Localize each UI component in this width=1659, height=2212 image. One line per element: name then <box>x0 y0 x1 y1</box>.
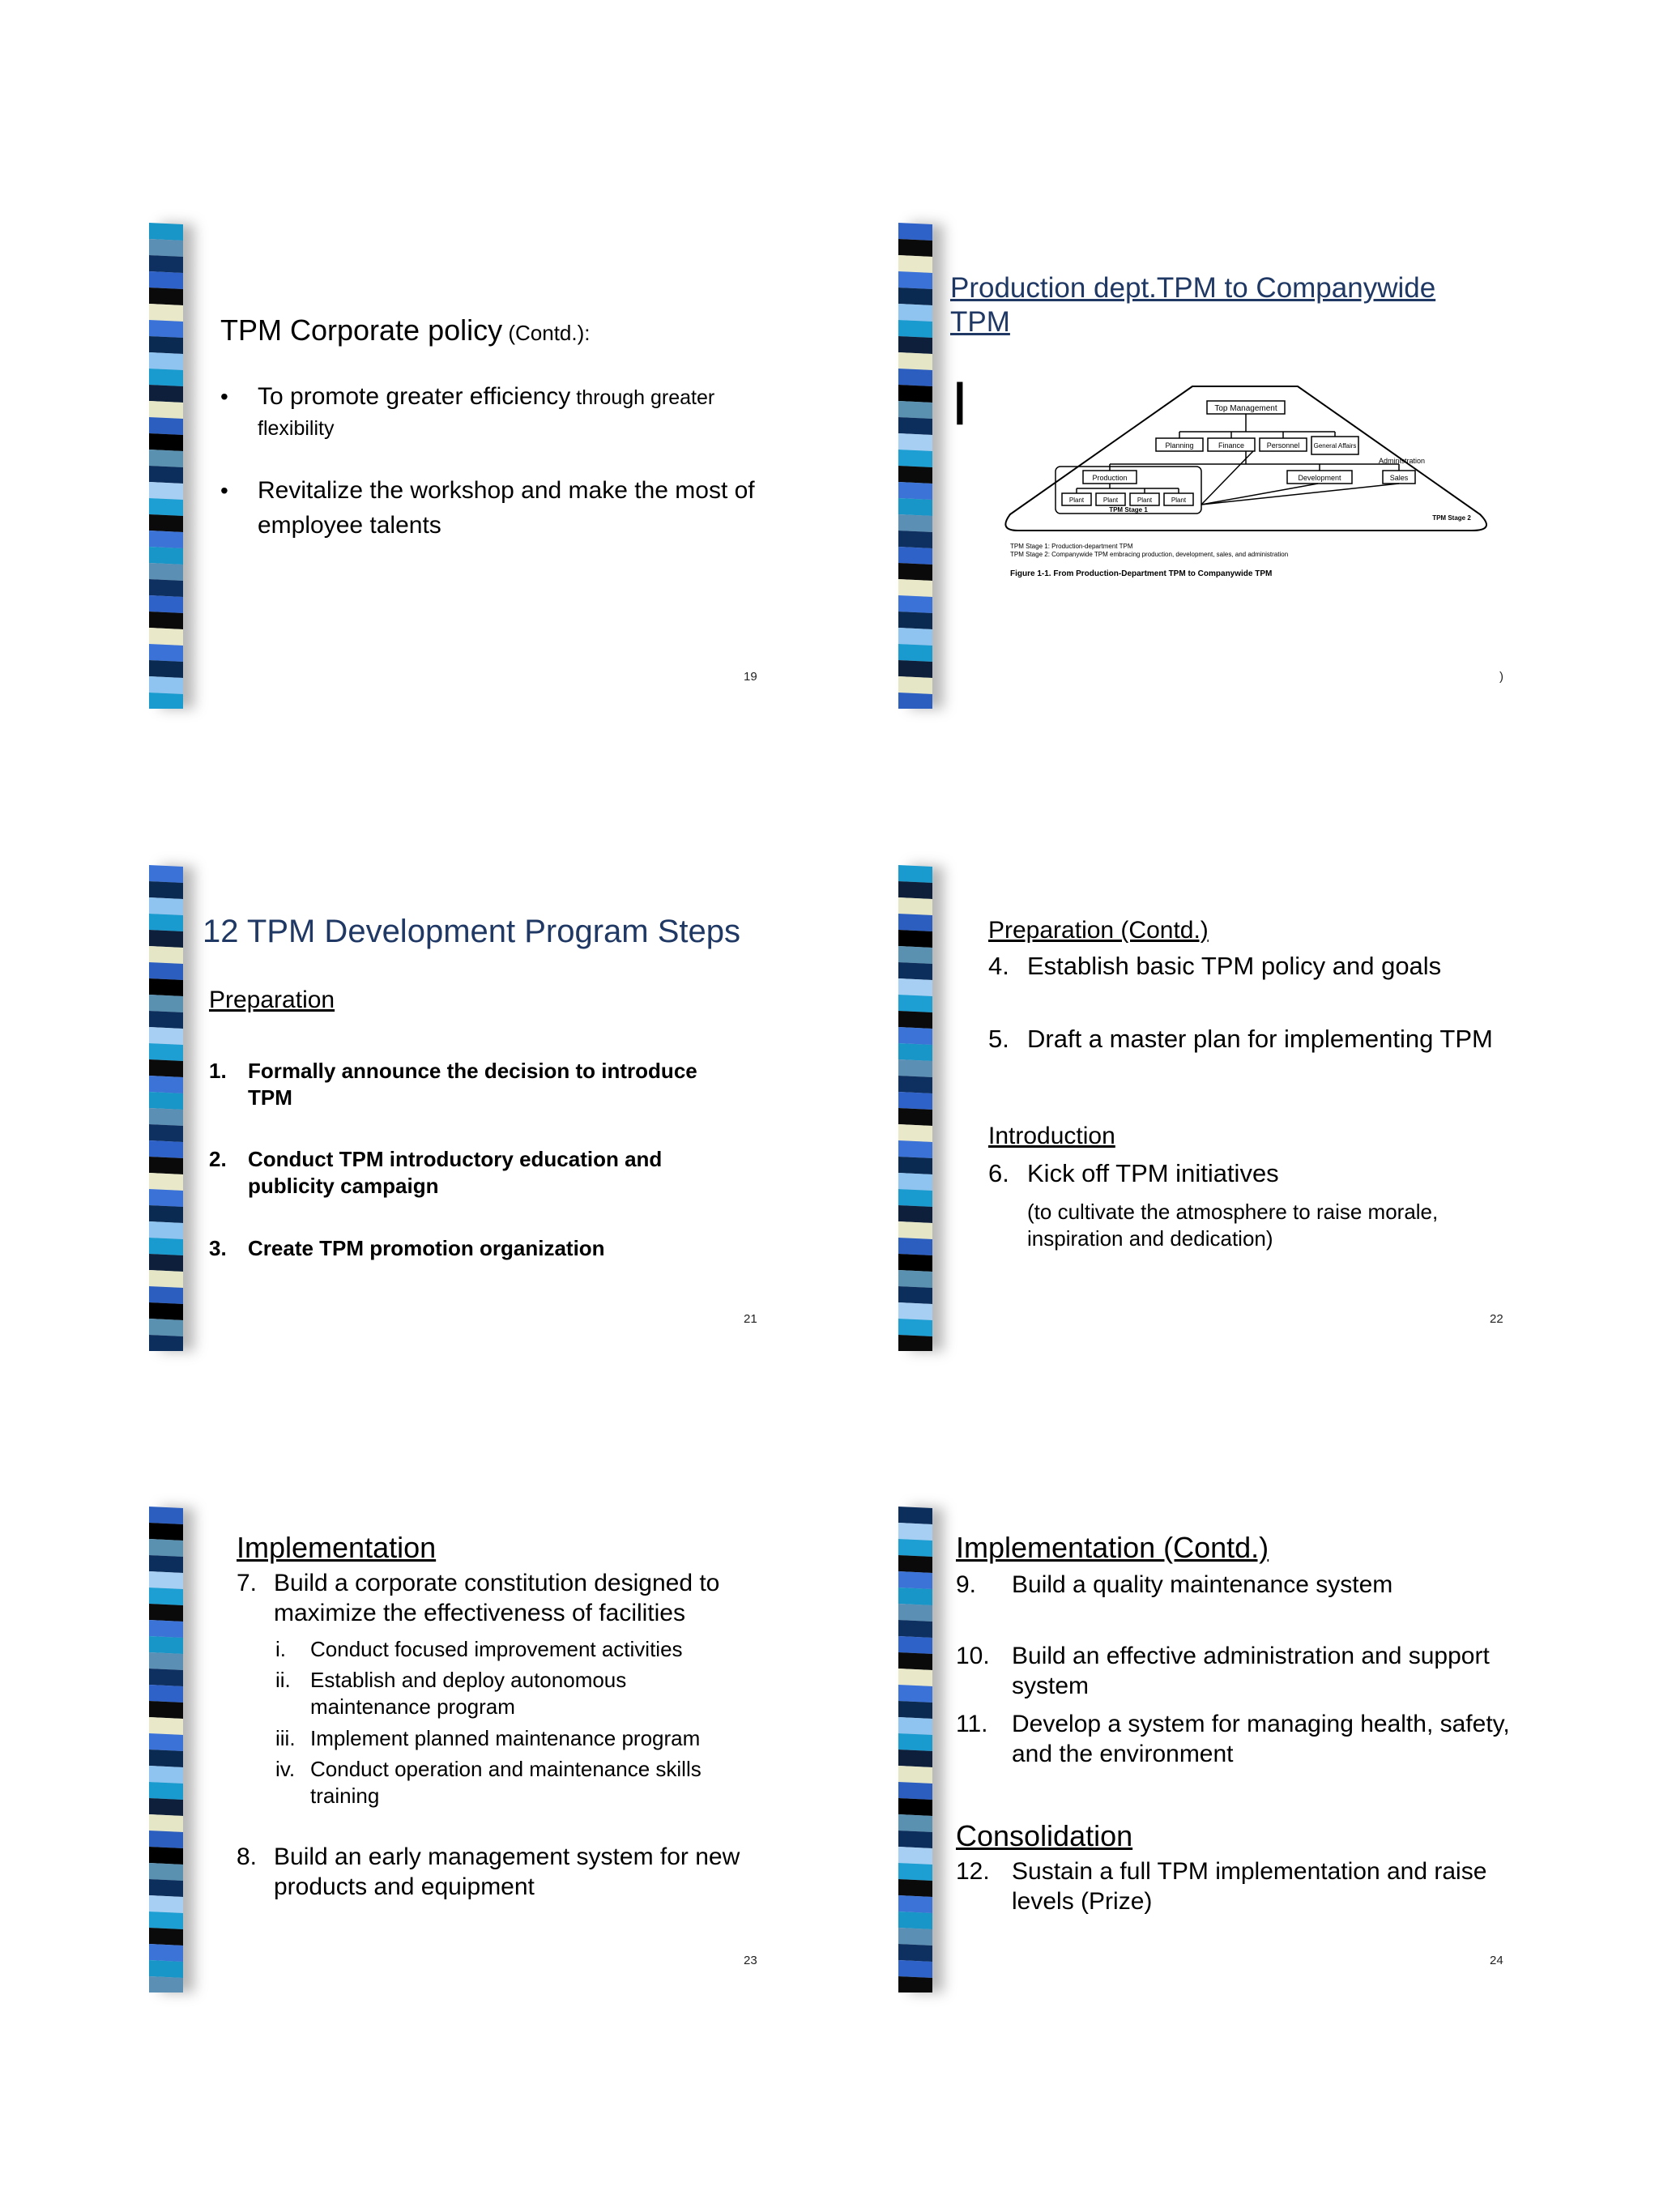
strip-segment <box>898 1270 932 1288</box>
strip-segment <box>149 1976 183 1993</box>
bullet-item: • Revitalize the workshop and make the most of employee talents <box>220 477 755 539</box>
strip-segment <box>898 1733 932 1751</box>
strip-segment <box>898 1782 932 1800</box>
decorative-strip <box>138 223 193 709</box>
diagram-label: Development <box>1298 474 1341 482</box>
bullet-icon: • <box>220 384 228 409</box>
strip-segment <box>898 239 932 257</box>
strip-segment <box>898 531 932 548</box>
strip-segment <box>898 1879 932 1897</box>
sub-list-item: iii. Implement planned maintenance program <box>275 1726 701 1750</box>
strip-segment <box>149 595 183 613</box>
strip-segment <box>898 1717 932 1735</box>
strip-segment <box>898 1335 932 1351</box>
strip-segment <box>149 466 183 484</box>
strip-segment <box>898 1011 932 1029</box>
list-item: 12. Sustain a full TPM implementation and raise levels (Prize) <box>956 1858 1487 1915</box>
strip-segment <box>898 498 932 516</box>
strip-segment <box>898 1944 932 1962</box>
strip-segment <box>898 1173 932 1191</box>
strip-segment <box>149 644 183 662</box>
strip-segment <box>149 482 183 500</box>
strip-segment <box>149 693 183 709</box>
strip-segment <box>149 531 183 548</box>
slide-title: 12 TPM Development Program Steps <box>203 914 741 949</box>
decorative-strip <box>138 865 193 1351</box>
strip-segment <box>149 450 183 467</box>
strip-segment <box>149 1588 183 1605</box>
strip-segment <box>149 660 183 678</box>
strip-segment <box>898 1043 932 1061</box>
list-item: 4. Establish basic TPM policy and goals <box>988 952 1442 980</box>
strip-segment <box>898 1238 932 1255</box>
strip-segment <box>149 628 183 646</box>
section-heading: Consolidation <box>956 1819 1133 1852</box>
strip-segment <box>898 352 932 370</box>
strip-segment <box>149 579 183 597</box>
strip-segment <box>898 1059 932 1077</box>
strip-segment <box>149 1140 183 1158</box>
strip-segment <box>149 336 183 354</box>
slide-number: 21 <box>744 1312 757 1326</box>
diagram-legend: TPM Stage 1: Production-department TPM <box>1010 543 1133 550</box>
strip-segment <box>149 897 183 915</box>
strip-segment <box>149 1750 183 1767</box>
strip-segment <box>898 466 932 484</box>
strip-segment <box>898 1507 932 1524</box>
diagram-label: General Affairs <box>1313 442 1357 450</box>
strip-segment <box>149 1270 183 1288</box>
strip-segment <box>898 304 932 322</box>
strip-segment <box>149 1944 183 1962</box>
strip-segment <box>898 1652 932 1670</box>
strip-segment <box>898 1960 932 1978</box>
strip-segment <box>149 255 183 273</box>
note-text: (to cultivate the atmosphere to raise morale, inspiration and dedication) <box>1027 1200 1439 1251</box>
strip-segment <box>898 450 932 467</box>
diagram-label: Production <box>1092 474 1128 482</box>
slide-number: 24 <box>1490 1954 1503 1967</box>
decorative-strip <box>887 865 942 1351</box>
diagram-label: Administration <box>1379 457 1426 465</box>
decorative-strip <box>887 223 942 709</box>
section-heading: Implementation (Contd.) <box>956 1531 1269 1564</box>
strip-segment <box>149 1782 183 1800</box>
strip-segment <box>149 1669 183 1686</box>
bullet-item: • To promote greater efficiency through greater flexibility <box>220 383 715 440</box>
strip-segment <box>149 304 183 322</box>
strip-segment <box>149 385 183 403</box>
strip-segment <box>149 239 183 257</box>
section-heading: Preparation <box>209 987 335 1013</box>
bullet-icon: • <box>220 478 228 503</box>
strip-segment <box>149 433 183 451</box>
slide-title: TPM Corporate policy (Contd.): <box>220 313 591 347</box>
strip-segment <box>149 1059 183 1077</box>
strip-segment <box>898 1571 932 1589</box>
strip-segment <box>898 336 932 354</box>
strip-segment <box>898 401 932 419</box>
slide-number: 23 <box>744 1954 757 1967</box>
strip-segment <box>898 1976 932 1993</box>
strip-segment <box>149 1571 183 1589</box>
strip-segment <box>898 1319 932 1336</box>
list-item: 5. Draft a master plan for implementing TPM <box>988 1025 1493 1053</box>
list-item: 8. Build an early management system for new products and equipment <box>237 1843 740 1900</box>
strip-segment <box>149 1831 183 1848</box>
slide-number: 19 <box>744 670 757 684</box>
strip-segment <box>149 1523 183 1541</box>
strip-segment <box>898 1523 932 1541</box>
strip-segment <box>898 1140 932 1158</box>
strip-segment <box>149 369 183 386</box>
strip-segment <box>149 1798 183 1816</box>
strip-segment <box>149 1701 183 1719</box>
strip-segment <box>149 1286 183 1304</box>
strip-segment <box>149 1960 183 1978</box>
strip-segment <box>898 288 932 305</box>
list-item: 9. Build a quality maintenance system <box>956 1571 1393 1598</box>
strip-segment <box>898 676 932 694</box>
strip-segment <box>149 320 183 338</box>
strip-segment <box>149 1766 183 1784</box>
strip-segment <box>149 1814 183 1832</box>
strip-segment <box>149 223 183 241</box>
strip-segment <box>898 1669 932 1686</box>
strip-segment <box>898 1027 932 1045</box>
strip-segment <box>898 271 932 289</box>
strip-segment <box>898 1831 932 1848</box>
diagram-label: Planning <box>1165 441 1194 450</box>
strip-segment <box>898 433 932 451</box>
slide-20 <box>887 223 1519 709</box>
strip-segment <box>898 595 932 613</box>
section-heading: Implementation <box>237 1531 437 1564</box>
strip-segment <box>149 1319 183 1336</box>
strip-segment <box>898 978 932 996</box>
diagram-label: Plant <box>1171 497 1187 504</box>
strip-segment <box>898 1555 932 1573</box>
diagram-label: Plant <box>1102 497 1119 504</box>
strip-segment <box>898 514 932 532</box>
strip-segment <box>898 644 932 662</box>
strip-segment <box>149 1507 183 1524</box>
list-item: 6. Kick off TPM initiatives <box>988 1159 1279 1187</box>
strip-segment <box>149 1157 183 1174</box>
strip-segment <box>149 978 183 996</box>
strip-segment <box>149 1173 183 1191</box>
strip-segment <box>149 271 183 289</box>
diagram-label: Finance <box>1218 441 1245 450</box>
strip-segment <box>149 1847 183 1865</box>
strip-segment <box>898 946 932 964</box>
strip-segment <box>898 1254 932 1272</box>
strip-segment <box>898 1912 932 1929</box>
strip-segment <box>898 417 932 435</box>
checkmark-mark: | <box>953 373 966 424</box>
strip-segment <box>898 1636 932 1654</box>
strip-segment <box>149 1027 183 1045</box>
strip-segment <box>149 1124 183 1142</box>
strip-segment <box>898 1221 932 1239</box>
strip-segment <box>149 1092 183 1110</box>
list-item: 11. Develop a system for managing health, safety, and the environment <box>956 1711 1510 1767</box>
strip-segment <box>898 1286 932 1304</box>
strip-segment <box>149 1539 183 1557</box>
strip-segment <box>898 579 932 597</box>
strip-segment <box>149 547 183 565</box>
strip-segment <box>898 563 932 581</box>
strip-segment <box>898 482 932 500</box>
strip-segment <box>898 995 932 1012</box>
strip-segment <box>149 1733 183 1751</box>
strip-segment <box>149 995 183 1012</box>
sub-list-item: iv. Conduct operation and maintenance skills training <box>275 1757 702 1808</box>
strip-segment <box>898 1588 932 1605</box>
slide-19 <box>138 223 770 709</box>
strip-segment <box>898 1701 932 1719</box>
diagram-label: Top Management <box>1214 404 1277 413</box>
strip-segment <box>149 1604 183 1622</box>
strip-segment <box>898 320 932 338</box>
list-item: 10. Build an effective administration and support system <box>956 1643 1490 1699</box>
strip-segment <box>149 1652 183 1670</box>
slide-24 <box>887 1507 1519 1993</box>
strip-segment <box>149 914 183 931</box>
strip-segment <box>149 962 183 980</box>
strip-segment <box>149 352 183 370</box>
strip-segment <box>898 1814 932 1832</box>
slide-number: 22 <box>1490 1312 1503 1326</box>
strip-segment <box>149 1189 183 1207</box>
diagram-label: TPM Stage 1 <box>1109 506 1148 514</box>
strip-segment <box>149 1076 183 1093</box>
strip-segment <box>898 1076 932 1093</box>
strip-segment <box>149 1043 183 1061</box>
strip-segment <box>149 1895 183 1913</box>
decorative-strip <box>887 1507 942 1993</box>
sub-list-item: i. Conduct focused improvement activities <box>275 1637 683 1661</box>
diagram-label: Personnel <box>1266 441 1300 450</box>
strip-segment <box>149 1879 183 1897</box>
strip-segment <box>149 612 183 629</box>
strip-segment <box>149 1636 183 1654</box>
strip-segment <box>149 930 183 948</box>
list-item: 3. Create TPM promotion organization <box>209 1236 605 1260</box>
strip-segment <box>149 1620 183 1638</box>
slide-23 <box>138 1507 770 1993</box>
strip-segment <box>898 1189 932 1207</box>
strip-segment <box>898 897 932 915</box>
strip-segment <box>898 1620 932 1638</box>
slide-22 <box>887 865 1519 1351</box>
strip-segment <box>898 1539 932 1557</box>
strip-segment <box>149 1555 183 1573</box>
strip-segment <box>898 1895 932 1913</box>
strip-segment <box>898 1205 932 1223</box>
strip-segment <box>149 1912 183 1929</box>
strip-segment <box>149 865 183 883</box>
strip-segment <box>898 1928 932 1946</box>
organization-diagram <box>978 369 1512 612</box>
strip-segment <box>149 1221 183 1239</box>
strip-segment <box>149 1205 183 1223</box>
strip-segment <box>149 498 183 516</box>
diagram-caption: Figure 1-1. From Production-Department TPM to Companywide TPM <box>1010 569 1273 578</box>
strip-segment <box>149 288 183 305</box>
strip-segment <box>149 946 183 964</box>
strip-segment <box>149 1863 183 1881</box>
strip-segment <box>149 1335 183 1351</box>
strip-segment <box>898 628 932 646</box>
strip-segment <box>898 660 932 678</box>
strip-segment <box>898 1157 932 1174</box>
strip-segment <box>149 1717 183 1735</box>
list-item: 1. Formally announce the decision to introduce TPM <box>209 1059 697 1110</box>
strip-segment <box>898 1798 932 1816</box>
strip-segment <box>149 881 183 899</box>
strip-segment <box>898 1766 932 1784</box>
strip-segment <box>149 1011 183 1029</box>
strip-segment <box>898 1750 932 1767</box>
slide-21 <box>138 865 770 1351</box>
diagram-label: Sales <box>1389 474 1409 482</box>
slide-title: Production dept.TPM to Companywide TPM <box>950 272 1436 338</box>
strip-segment <box>149 1685 183 1703</box>
diagram-label: Plant <box>1068 497 1085 504</box>
section-heading: Preparation (Contd.) <box>988 917 1209 944</box>
strip-segment <box>898 1685 932 1703</box>
list-item: 7. Build a corporate constitution designed to maximize the effectiveness of facilities <box>237 1570 720 1626</box>
strip-segment <box>898 962 932 980</box>
strip-segment <box>898 881 932 899</box>
strip-segment <box>898 1863 932 1881</box>
strip-segment <box>898 385 932 403</box>
sub-list-item: ii. Establish and deploy autonomous maintenance program <box>275 1668 627 1719</box>
strip-segment <box>898 1302 932 1320</box>
diagram-label: TPM Stage 2 <box>1432 514 1471 522</box>
strip-segment <box>898 255 932 273</box>
section-heading: Introduction <box>988 1123 1115 1149</box>
strip-segment <box>898 1124 932 1142</box>
strip-segment <box>898 930 932 948</box>
strip-segment <box>898 1092 932 1110</box>
decorative-strip <box>138 1507 193 1993</box>
strip-segment <box>149 676 183 694</box>
strip-segment <box>149 401 183 419</box>
strip-segment <box>149 1108 183 1126</box>
strip-segment <box>149 1928 183 1946</box>
slide-number: ) <box>1499 670 1503 684</box>
strip-segment <box>149 1254 183 1272</box>
strip-segment <box>898 547 932 565</box>
strip-segment <box>898 223 932 241</box>
strip-segment <box>898 1108 932 1126</box>
strip-segment <box>898 1847 932 1865</box>
strip-segment <box>898 914 932 931</box>
diagram-legend: TPM Stage 2: Companywide TPM embracing production, development, sales, and administration <box>1010 551 1289 558</box>
strip-segment <box>898 865 932 883</box>
strip-segment <box>149 563 183 581</box>
strip-segment <box>149 514 183 532</box>
strip-segment <box>149 1302 183 1320</box>
strip-segment <box>149 417 183 435</box>
diagram-label: Plant <box>1137 497 1153 504</box>
strip-segment <box>149 1238 183 1255</box>
strip-segment <box>898 369 932 386</box>
strip-segment <box>898 693 932 709</box>
strip-segment <box>898 612 932 629</box>
list-item: 2. Conduct TPM introductory education and publicity campaign <box>209 1147 663 1198</box>
strip-segment <box>898 1604 932 1622</box>
